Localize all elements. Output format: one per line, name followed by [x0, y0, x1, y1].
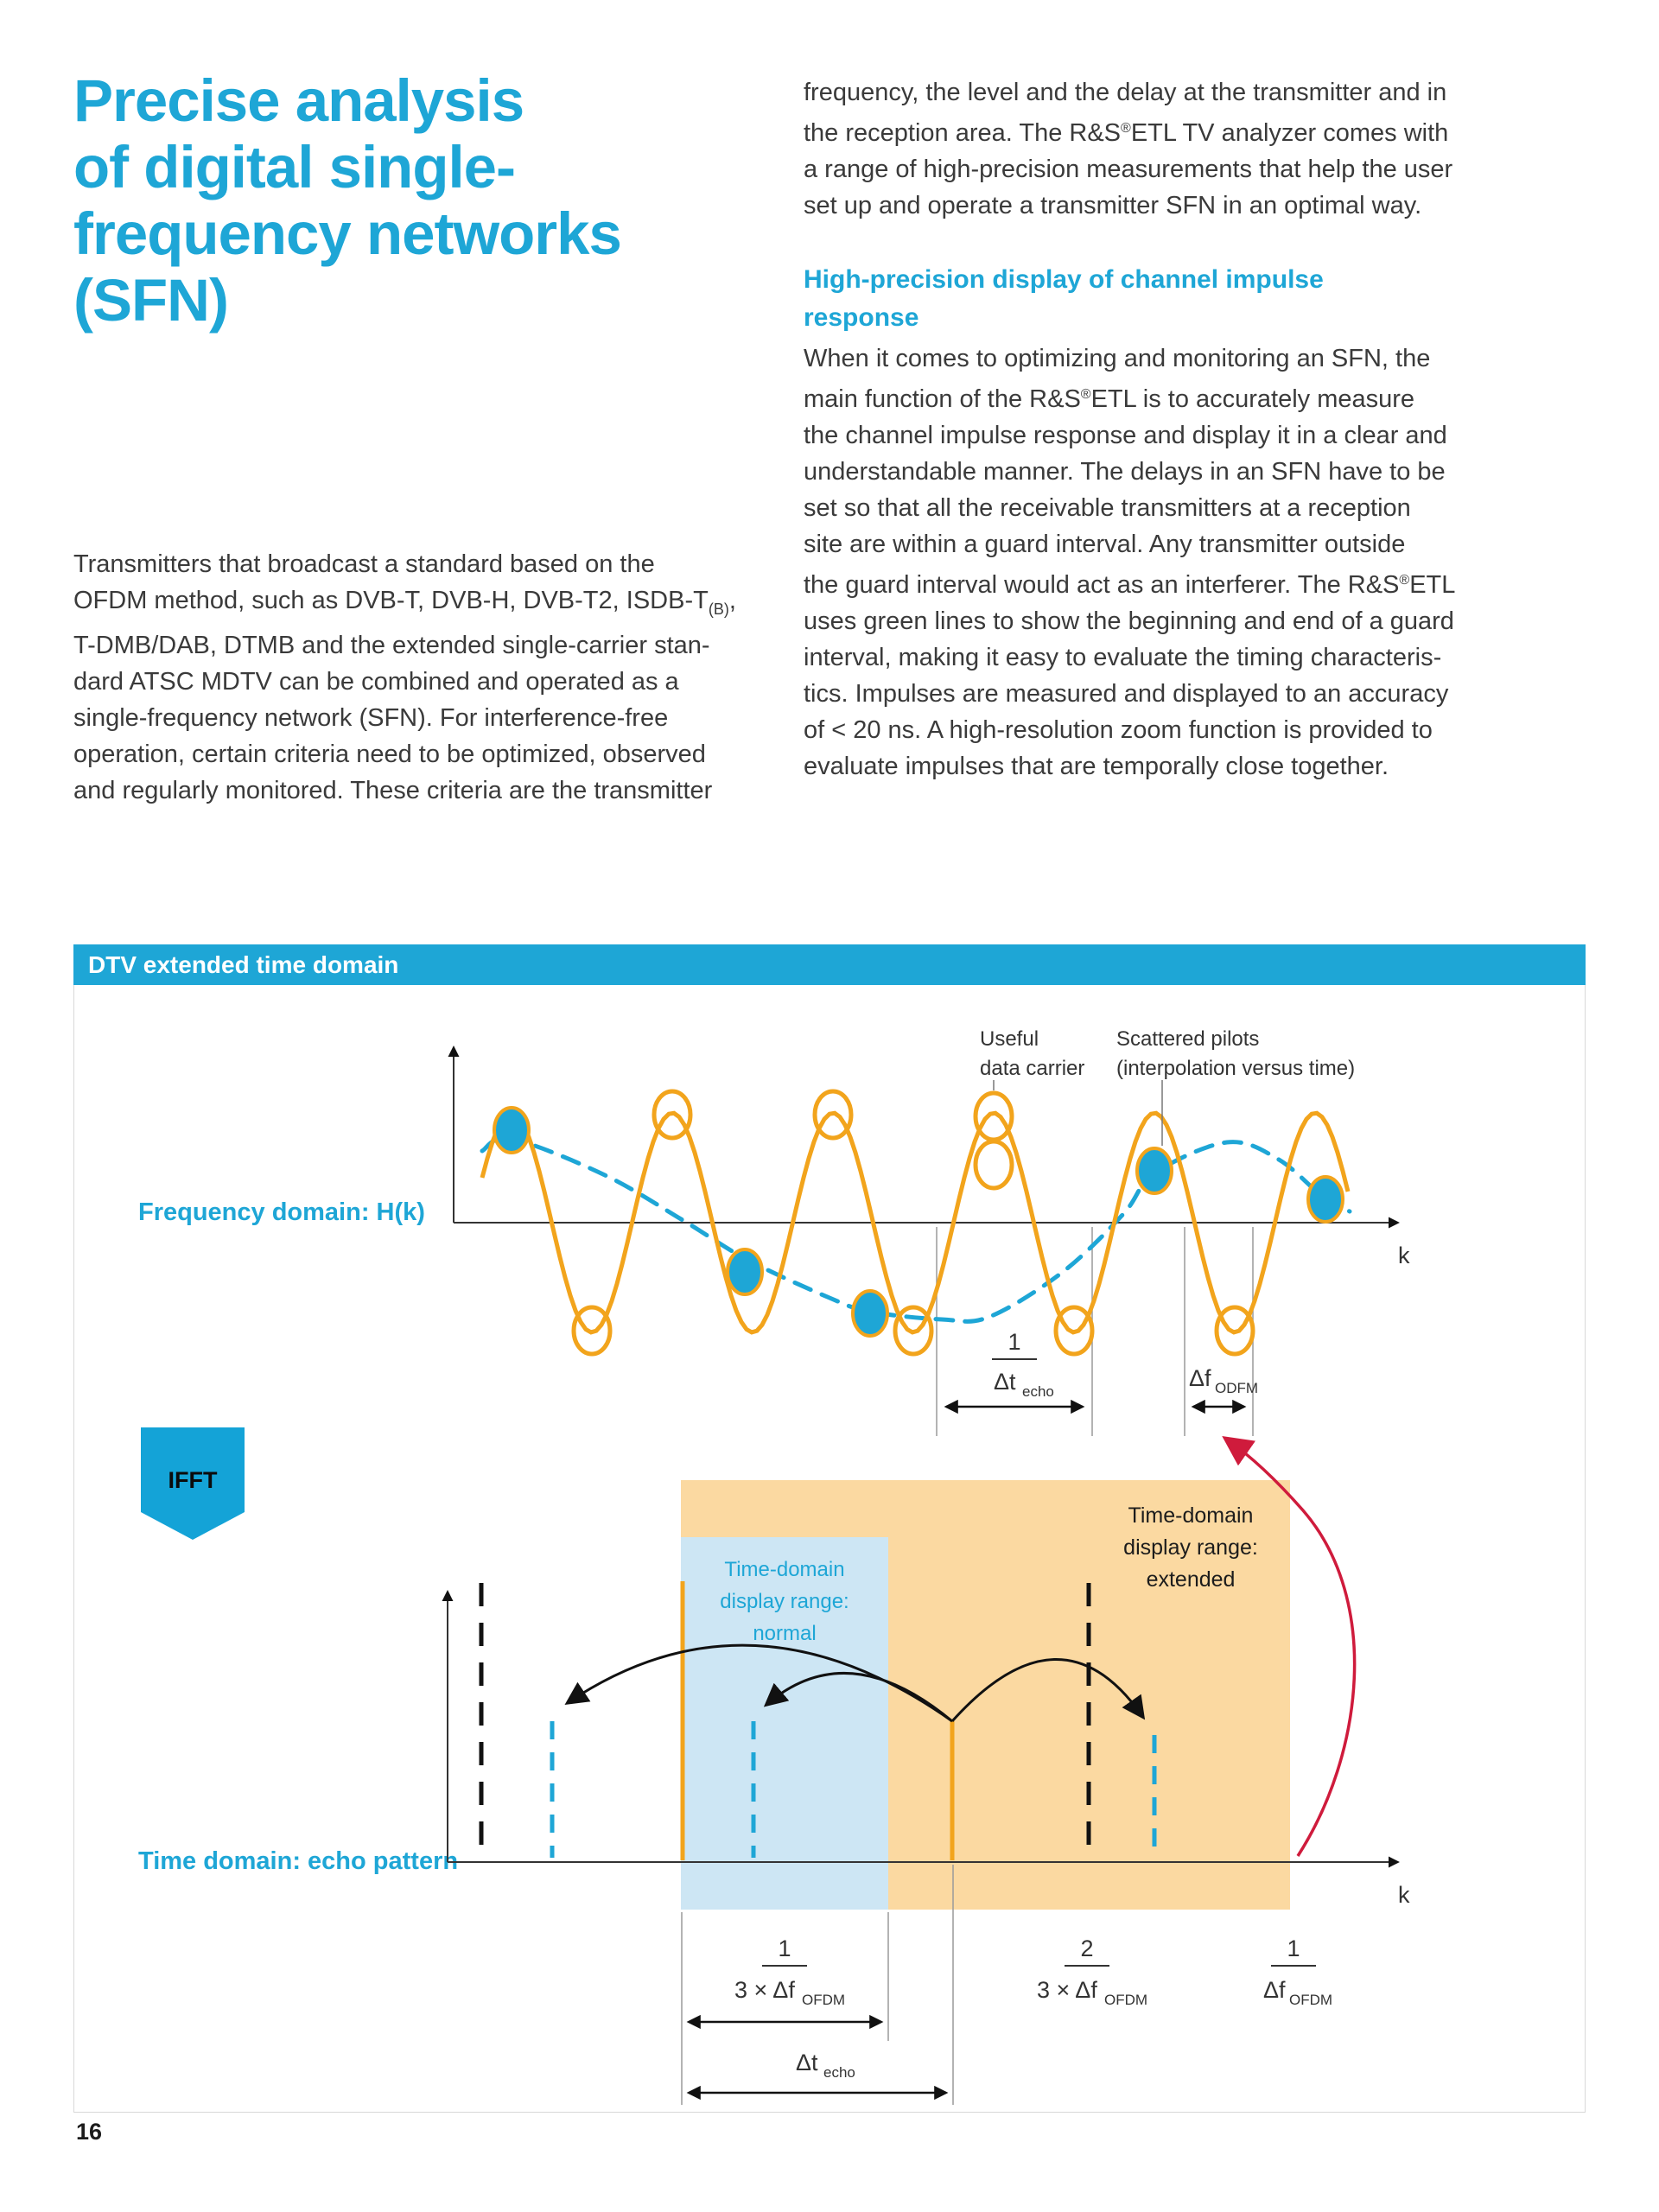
text-line: the channel impulse response and display it in a clear and	[804, 422, 1447, 449]
svg-text:Time-domain: Time-domain	[724, 1558, 845, 1581]
formula-inv-3df-1	[734, 1936, 845, 2008]
svg-text:echo: echo	[823, 2064, 855, 2081]
k-axis-label-top: k	[1398, 1243, 1410, 1268]
text-line: Transmitters that broadcast a standard based on the	[73, 550, 655, 578]
text-line: Precise analysis	[73, 67, 524, 134]
svg-text:ODFM: ODFM	[1215, 1380, 1259, 1396]
svg-text:display range:: display range:	[1123, 1535, 1258, 1560]
section-heading	[804, 261, 1564, 337]
scattered-pilot-dot	[853, 1291, 887, 1336]
formula-inv-df	[1263, 1936, 1332, 2008]
svg-text:Time-domain: Time-domain	[1128, 1503, 1254, 1528]
svg-text:extended: extended	[1146, 1567, 1236, 1592]
scattered-pilots-label-2: (interpolation versus time)	[1116, 1057, 1356, 1080]
text-line: understandable manner. The delays in an SFN have to be	[804, 458, 1446, 486]
text-line: the reception area. The R&S®ETL TV analyzer comes with	[804, 119, 1449, 147]
time-domain-label: Time domain: echo pattern	[138, 1847, 459, 1875]
svg-text:1: 1	[1007, 1329, 1021, 1355]
page-number: 16	[76, 2119, 103, 2145]
page-title	[73, 67, 730, 334]
text-line: High-precision display of channel impulse	[804, 265, 1324, 294]
svg-text:display range:: display range:	[720, 1590, 849, 1613]
text-line: frequency networks	[73, 200, 621, 267]
text-line: response	[804, 303, 919, 332]
dimension-guides-top	[937, 1227, 1253, 1436]
text-line: set up and operate a transmitter SFN in an optimal way.	[804, 192, 1422, 219]
svg-text:Δf: Δf	[1263, 1977, 1286, 2003]
scattered-pilot-dot	[494, 1108, 529, 1153]
svg-text:OFDM: OFDM	[1289, 1992, 1333, 2008]
svg-text:1: 1	[778, 1936, 791, 1961]
time-domain-chart	[138, 1440, 1410, 2105]
text-line: a range of high-precision measurements that help the user	[804, 156, 1453, 183]
text-line: set so that all the receivable transmitters at a reception	[804, 494, 1411, 522]
svg-text:normal: normal	[753, 1622, 817, 1645]
diagram-header	[73, 944, 1586, 985]
svg-text:Δt: Δt	[994, 1369, 1016, 1395]
text-line: of digital single-	[73, 134, 515, 200]
text-line: (SFN)	[73, 267, 228, 334]
text-line: frequency, the level and the delay at the transmitter and in	[804, 79, 1447, 106]
svg-text:OFDM: OFDM	[1104, 1992, 1148, 2008]
data-carrier-circle	[976, 1141, 1012, 1188]
useful-carrier-label-1: Useful	[980, 1027, 1039, 1051]
scattered-pilot-dot	[728, 1249, 762, 1294]
text-line: T-DMB/DAB, DTMB and the extended single-carrier stan-	[73, 632, 710, 659]
right-paragraph-top	[804, 74, 1568, 224]
scattered-pilot-dot	[1308, 1177, 1343, 1222]
text-line: evaluate impulses that are temporally close together.	[804, 753, 1389, 780]
text-line: of < 20 ns. A high-resolution zoom function is provided to	[804, 716, 1433, 744]
sfn-diagram	[73, 984, 1586, 2113]
text-line: single-frequency network (SFN). For interference-free	[73, 704, 669, 732]
data-carrier-circle	[976, 1093, 1012, 1140]
text-line: operation, certain criteria need to be optimized, observed	[73, 741, 706, 768]
svg-text:Δt: Δt	[796, 2050, 818, 2075]
ifft-badge	[141, 1427, 245, 1540]
k-axis-label-bottom: k	[1398, 1882, 1410, 1908]
text-line: dard ATSC MDTV can be combined and operated as a	[73, 668, 679, 696]
text-line: OFDM method, such as DVB-T, DVB-H, DVB-T2, ISDB-$T_{(B)}$,	[73, 587, 736, 618]
diagram-header-label: DTV extended time domain	[88, 951, 399, 978]
text-line: main function of the R&S®ETL is to accurately measure	[804, 385, 1415, 413]
text-line: site are within a guard interval. Any transmitter outside	[804, 531, 1406, 558]
intro-paragraph	[73, 546, 804, 809]
formula-df-odfm	[1189, 1365, 1258, 1396]
svg-text:3 × Δf: 3 × Δf	[734, 1977, 795, 2003]
text-line: tics. Impulses are measured and displayed to an accuracy	[804, 680, 1449, 708]
frequency-domain-label: Frequency domain: H(k)	[138, 1198, 425, 1226]
useful-carrier-label-2: data carrier	[980, 1057, 1085, 1080]
svg-text:2: 2	[1080, 1936, 1094, 1961]
frequency-domain-chart	[138, 1027, 1410, 1436]
scattered-pilot-dot	[1137, 1148, 1172, 1193]
svg-text:echo: echo	[1022, 1383, 1054, 1400]
text-line: and regularly monitored. These criteria are the transmitter	[73, 777, 713, 804]
scattered-pilots-label-1: Scattered pilots	[1116, 1027, 1260, 1051]
svg-text:1: 1	[1287, 1936, 1300, 1961]
formula-dt-echo-bottom	[796, 2050, 855, 2081]
text-line: interval, making it easy to evaluate the timing characteris-	[804, 644, 1442, 671]
formula-inv-dt-echo	[992, 1329, 1054, 1400]
formula-inv-3df-2	[1037, 1936, 1147, 2008]
text-line: uses green lines to show the beginning and end of a guard	[804, 607, 1454, 635]
text-line: the guard interval would act as an interferer. The R&S®ETL	[804, 571, 1456, 599]
ifft-label: IFFT	[168, 1467, 218, 1493]
svg-text:Δf: Δf	[1189, 1365, 1211, 1391]
svg-text:OFDM: OFDM	[802, 1992, 846, 2008]
text-line: When it comes to optimizing and monitoring an SFN, the	[804, 345, 1431, 372]
section-paragraph	[804, 340, 1568, 785]
svg-text:3 × Δf: 3 × Δf	[1037, 1977, 1097, 2003]
